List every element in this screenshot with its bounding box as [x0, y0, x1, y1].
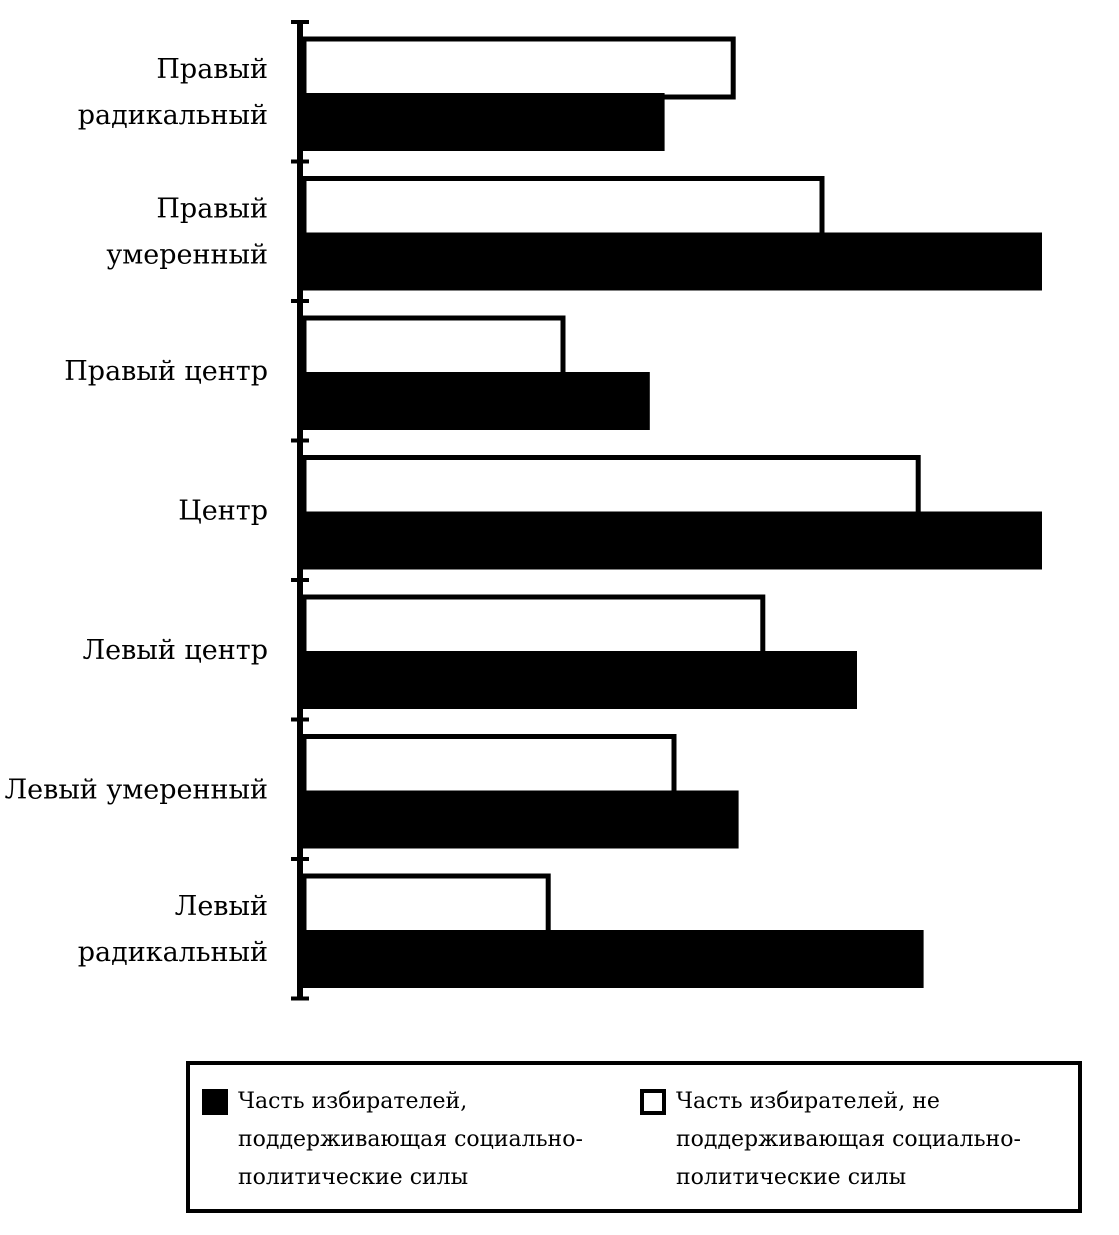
legend-label-not-supporting: Часть избирателей, не поддерживающая социально- политические силы — [676, 1089, 1021, 1190]
category-label-1-0: Правый — [156, 193, 268, 225]
bar-not-supporting-0 — [304, 39, 733, 97]
bar-not-supporting-4 — [304, 597, 763, 655]
legend-swatch-black — [202, 1089, 228, 1115]
bar-supporting-1 — [302, 233, 1042, 291]
category-label-6-0: Левый — [174, 890, 268, 922]
bar-not-supporting-6 — [304, 876, 548, 934]
category-label-1-1: умеренный — [106, 239, 268, 271]
bar-supporting-6 — [302, 930, 924, 988]
bar-not-supporting-5 — [304, 737, 674, 795]
category-label-4-0: Левый центр — [82, 634, 268, 666]
legend-swatch-white — [640, 1089, 666, 1115]
category-label-2-0: Правый центр — [64, 355, 268, 387]
bar-not-supporting-2 — [304, 318, 563, 376]
category-label-3-0: Центр — [178, 495, 268, 527]
bar-supporting-5 — [302, 791, 739, 849]
bar-supporting-2 — [302, 372, 650, 430]
bar-not-supporting-1 — [304, 179, 822, 237]
bar-supporting-3 — [302, 512, 1042, 570]
bar-supporting-4 — [302, 651, 857, 709]
bars-group — [302, 39, 1042, 988]
legend — [186, 1061, 1082, 1213]
category-labels — [5, 54, 268, 968]
category-label-6-1: радикальный — [77, 936, 268, 968]
bar-supporting-0 — [302, 93, 665, 151]
bar-not-supporting-3 — [304, 458, 918, 516]
category-label-0-1: радикальный — [77, 99, 268, 131]
category-label-0-0: Правый — [156, 53, 268, 85]
legend-item-supporting — [202, 1083, 583, 1197]
category-label-5-0: Левый умеренный — [4, 774, 268, 806]
legend-label-supporting: Часть избирателей, поддерживающая социально- политические силы — [238, 1089, 583, 1190]
legend-item-not-supporting — [640, 1083, 1021, 1197]
